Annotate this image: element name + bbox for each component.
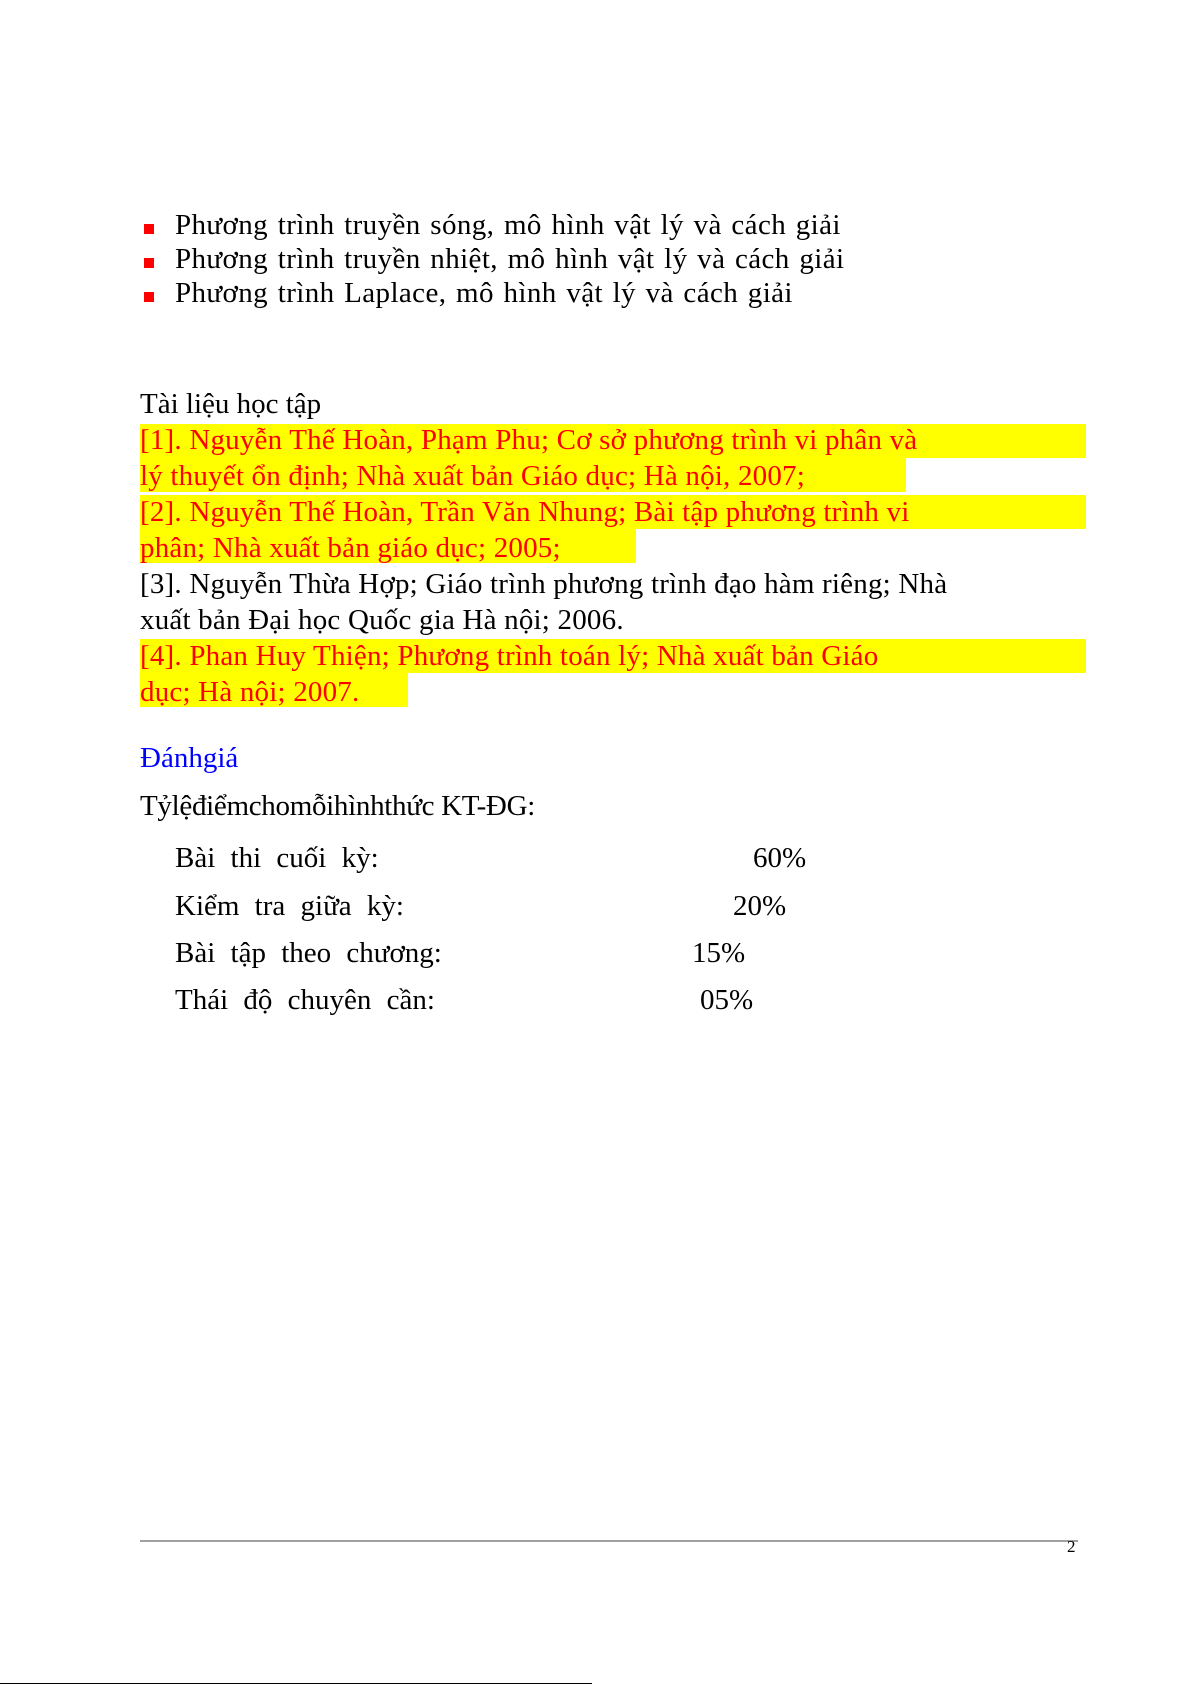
bottom-edge-line xyxy=(0,1683,592,1684)
reference-line: [4]. Phan Huy Thiện; Phương trình toán lý; Nhà xuất bản Giáo xyxy=(140,640,879,672)
score-row xyxy=(175,984,875,1020)
reference-item xyxy=(140,494,1080,566)
reference-line: xuất bản Đại học Quốc gia Hà nội; 2006. xyxy=(140,604,624,636)
list-item-text: Phương trình Laplace, mô hình vật lý và cách giải xyxy=(175,277,793,309)
reference-item xyxy=(140,566,1080,638)
red-square-bullet-icon xyxy=(144,292,154,302)
assessment-title: Đánhgiá xyxy=(140,742,239,774)
score-value: 15% xyxy=(692,937,746,969)
assessment-subtitle: Tỷlệđiểmchomỗihìnhthức KT-ĐG: xyxy=(140,790,535,822)
reference-line: lý thuyết ổn định; Nhà xuất bản Giáo dục; Hà nội, 2007; xyxy=(140,460,806,492)
references-title: Tài liệu học tập xyxy=(140,388,322,420)
score-row xyxy=(175,937,875,973)
reference-line: dục; Hà nội; 2007. xyxy=(140,676,360,708)
list-item xyxy=(144,208,844,242)
page-number: 2 xyxy=(1067,1537,1076,1556)
score-label: Bài thi cuối kỳ: xyxy=(175,842,379,874)
score-label: Kiểm tra giữa kỳ: xyxy=(175,890,404,922)
list-item-text: Phương trình truyền sóng, mô hình vật lý và cách giải xyxy=(175,209,841,241)
red-square-bullet-icon xyxy=(144,224,154,234)
reference-line: [3]. Nguyễn Thừa Hợp; Giáo trình phương trình đạo hàm riêng; Nhà xyxy=(140,568,948,600)
reference-line: [1]. Nguyễn Thế Hoàn, Phạm Phu; Cơ sở phương trình vi phân và xyxy=(140,424,918,456)
score-label: Thái độ chuyên cần: xyxy=(175,984,435,1016)
list-item xyxy=(144,242,844,276)
red-square-bullet-icon xyxy=(144,258,154,268)
reference-line: [2]. Nguyễn Thế Hoàn, Trần Văn Nhung; Bài tập phương trình vi xyxy=(140,496,910,528)
reference-line: phân; Nhà xuất bản giáo dục; 2005; xyxy=(140,532,561,564)
reference-item xyxy=(140,422,1080,494)
footer-divider xyxy=(140,1540,1078,1542)
score-value: 60% xyxy=(753,842,807,874)
references-section xyxy=(140,386,1080,710)
score-row xyxy=(175,842,875,878)
list-item xyxy=(144,276,844,310)
score-value: 20% xyxy=(733,890,787,922)
list-item-text: Phương trình truyền nhiệt, mô hình vật lý và cách giải xyxy=(175,243,845,275)
score-row xyxy=(175,890,875,926)
score-label: Bài tập theo chương: xyxy=(175,937,442,969)
score-value: 05% xyxy=(700,984,754,1016)
reference-item xyxy=(140,638,1080,710)
topic-list xyxy=(144,208,844,310)
